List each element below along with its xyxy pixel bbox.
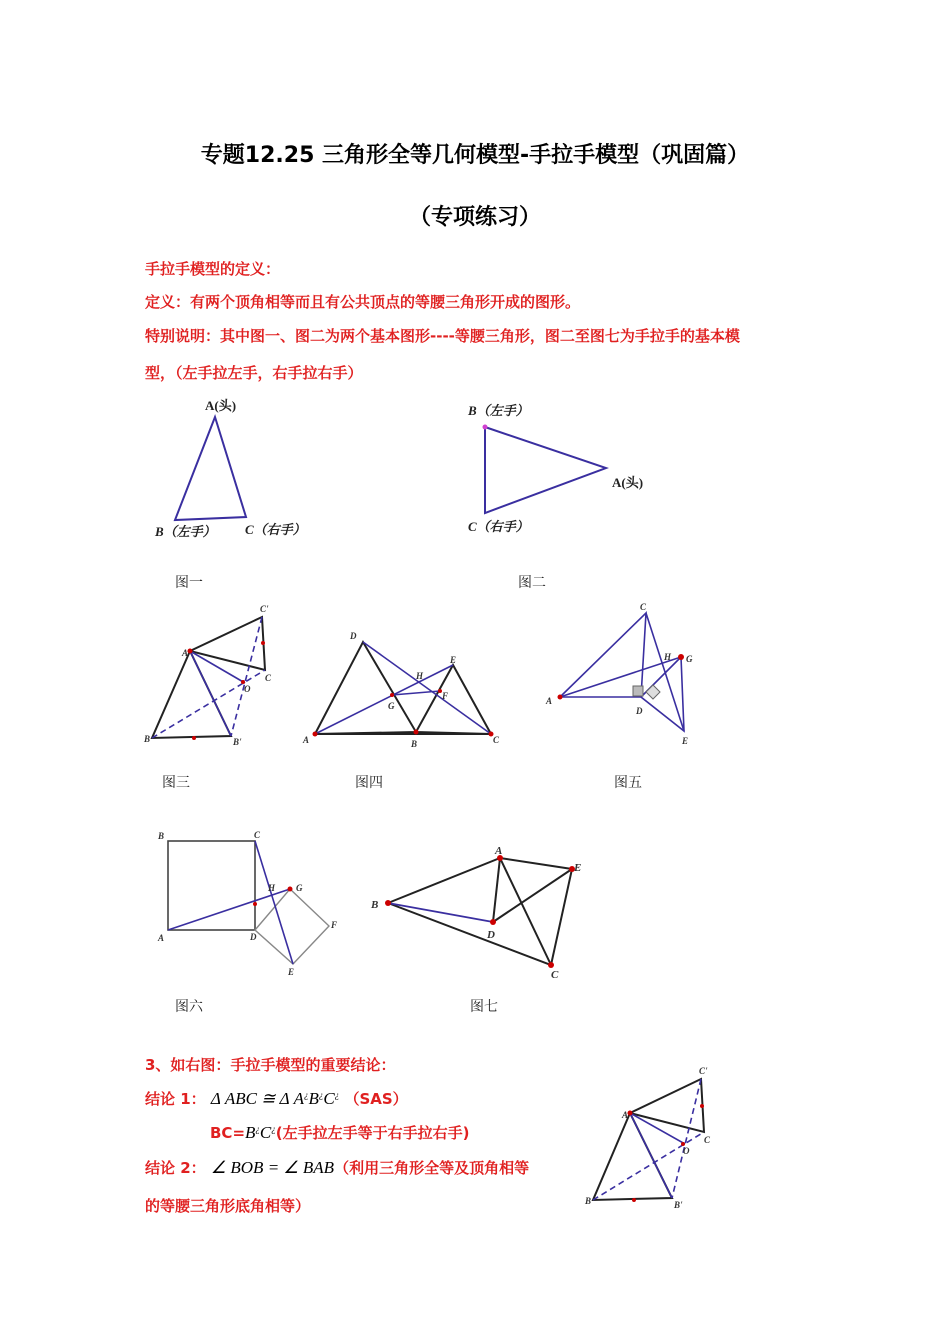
fig4-caption: 图四 bbox=[355, 775, 383, 791]
definition-text: 定义：有两个顶角相等而且有公共顶点的等腰三角形开成的图形。 bbox=[145, 293, 581, 311]
fig5-label-e: E bbox=[682, 736, 689, 746]
fig3-label-o: O bbox=[244, 684, 251, 694]
sup-2: ¿ bbox=[318, 1090, 324, 1100]
sup-3: ¿ bbox=[334, 1090, 340, 1100]
fig3-label-a: A bbox=[182, 648, 189, 658]
fig7-label-e: E bbox=[574, 862, 582, 874]
fig8-label-c: C bbox=[704, 1135, 711, 1145]
fig2-label-c: C（右手） bbox=[468, 519, 529, 534]
fig6-label-a: A bbox=[158, 933, 165, 943]
figure-8 bbox=[582, 1062, 732, 1217]
fig1-label-b: B（左手） bbox=[155, 524, 216, 539]
fig6-label-d: D bbox=[250, 932, 257, 942]
page-title: 专题12.25 三角形全等几何模型-手拉手模型（巩固篇） bbox=[200, 143, 750, 168]
conclusion2-note: （利用三角形全等及顶角相等 bbox=[334, 1159, 530, 1177]
fig3-label-bp: B' bbox=[233, 737, 242, 747]
fig5-label-c: C bbox=[640, 602, 647, 612]
note-line-1: 特别说明：其中图一、图二为两个基本图形----等腰三角形，图二至图七为手拉手的基本模 bbox=[145, 327, 740, 345]
bc-equality bbox=[210, 1122, 469, 1143]
conclusion1-math3: C bbox=[323, 1089, 335, 1108]
fig7-caption: 图七 bbox=[470, 999, 498, 1015]
fig4-label-g: G bbox=[388, 701, 395, 711]
fig1-label-a: A(头) bbox=[205, 398, 237, 413]
fig4-label-a: A bbox=[303, 735, 310, 745]
fig6-label-h: H bbox=[268, 883, 276, 893]
fig1-label-c: C（右手） bbox=[245, 522, 306, 537]
sup-5: ¿ bbox=[271, 1124, 276, 1134]
figure-6 bbox=[150, 825, 350, 980]
fig8-label-o: O bbox=[683, 1146, 690, 1156]
fig4-label-h: H bbox=[416, 671, 424, 681]
conclusion1-math: Δ ABC ≅ Δ A bbox=[210, 1089, 304, 1108]
fig6-label-e: E bbox=[288, 967, 295, 977]
fig3-label-b: B bbox=[144, 734, 151, 744]
conclusion2-label: 结论 2： bbox=[145, 1159, 206, 1177]
fig5-label-h: H bbox=[664, 652, 672, 662]
conclusion-2 bbox=[145, 1157, 529, 1178]
fig6-label-g: G bbox=[296, 883, 303, 893]
bc-note: (左手拉左手等于右手拉右手) bbox=[275, 1124, 470, 1142]
sup-4: ¿ bbox=[255, 1124, 260, 1134]
fig1-caption: 图一 bbox=[175, 575, 203, 591]
sup-1: ¿ bbox=[303, 1090, 309, 1100]
note-line-2: 型，（左手拉左手，右手拉右手） bbox=[145, 364, 363, 382]
fig4-label-d: D bbox=[350, 631, 357, 641]
conclusion2-note-2: 的等腰三角形底角相等） bbox=[145, 1197, 311, 1215]
bc-math-c: C bbox=[259, 1123, 272, 1142]
fig7-label-a: A bbox=[495, 845, 503, 857]
fig4-label-e: E bbox=[450, 655, 457, 665]
fig4-label-c: C bbox=[493, 735, 500, 745]
conclusion1-math2: B bbox=[308, 1089, 319, 1108]
fig2-label-b: B（左手） bbox=[468, 403, 529, 418]
fig6-caption: 图六 bbox=[175, 999, 203, 1015]
conclusion1-label: 结论 1： bbox=[145, 1090, 206, 1108]
conclusion2-math: ∠ BOB = ∠ BAB bbox=[210, 1158, 335, 1177]
fig3-caption: 图三 bbox=[162, 775, 190, 791]
fig3-label-cp: C' bbox=[260, 604, 269, 614]
figure-7 bbox=[365, 840, 595, 985]
figure-3 bbox=[140, 598, 290, 753]
figure-1 bbox=[145, 390, 345, 550]
fig7-label-c: C bbox=[551, 969, 559, 981]
fig5-label-d: D bbox=[636, 706, 643, 716]
bc-math-b: B bbox=[245, 1123, 256, 1142]
fig5-caption: 图五 bbox=[614, 775, 642, 791]
figure-4 bbox=[295, 625, 510, 755]
conclusion-1 bbox=[145, 1088, 408, 1109]
fig6-label-c: C bbox=[254, 830, 261, 840]
fig5-label-a: A bbox=[546, 696, 553, 706]
fig6-label-b: B bbox=[158, 831, 165, 841]
fig3-label-c: C bbox=[265, 673, 272, 683]
figure-2 bbox=[460, 395, 680, 545]
definition-heading: 手拉手模型的定义： bbox=[145, 260, 281, 278]
fig8-label-bp: B' bbox=[674, 1200, 683, 1210]
fig7-label-b: B bbox=[371, 899, 379, 911]
fig8-label-a: A bbox=[622, 1110, 629, 1120]
fig4-label-b: B bbox=[411, 739, 418, 749]
fig2-caption: 图二 bbox=[518, 575, 546, 591]
fig7-label-d: D bbox=[487, 929, 495, 941]
bc-label: BC= bbox=[210, 1124, 246, 1142]
conclusion1-tag: （SAS） bbox=[344, 1090, 408, 1108]
fig8-label-cp: C' bbox=[699, 1066, 708, 1076]
section3-heading: 3、如右图：手拉手模型的重要结论： bbox=[145, 1056, 396, 1074]
fig6-label-f: F bbox=[331, 920, 338, 930]
figure-5 bbox=[540, 598, 710, 748]
fig4-label-f: F bbox=[442, 691, 449, 701]
page-subtitle: （专项练习） bbox=[408, 205, 541, 230]
fig5-label-g: G bbox=[686, 654, 693, 664]
fig2-label-a: A(头) bbox=[612, 475, 644, 490]
fig8-label-b: B bbox=[585, 1196, 592, 1206]
